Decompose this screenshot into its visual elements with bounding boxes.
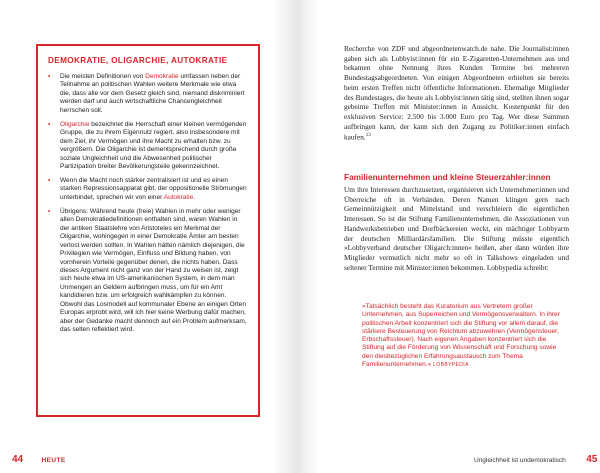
bullet-item: • Die meisten Definitionen von Demokratie umfassen neben der Teilnahme an politischen Wahlen weitere Merkmale wie etwa die, dass alle vor dem Gesetz gleich sind, niemand diskriminiert werden darf und auch wirtschaftliche Chancengleichheit herrschen soll. <box>48 73 245 114</box>
gutter-shadow <box>300 0 320 473</box>
term-highlight: Demokratie <box>145 73 179 80</box>
bullet-mark: • <box>48 73 51 80</box>
page-number-right: 45 <box>586 454 598 465</box>
paragraph: Um ihre Interessen durchzusetzen, organisieren sich Unternehmer:innen und Überreiche oft in Verbänden. Deren Namen klingen gern nach Gemeinnützigkeit und Mittelstand und verschleiern die eigentlichen Interessen. So ist die Stiftung Familienunternehmen, die Assoziationen von Handwerksbetrieben und Dorfbäckereien weckt, ein mächtiger Lobbyarm der deutschen Milliardärsfamilien. Die Stiftung müsste eigentlich »Lobbyverband deutscher Oligarch:innen« heißen, aber dann würden ihre Mitglieder vermutlich nicht mehr so oft in Talkshows eingeladen und seltener Termine mit Minister:innen bekommen. Lobbypedia schreibt: <box>344 185 569 272</box>
page-number-left: 44 HEUTE <box>12 454 66 465</box>
quote-source: LOBBYPEDIA <box>433 362 469 369</box>
bullet-item: • Oligarchie bezeichnet die Herrschaft einer kleinen vermögenden Gruppe, die zu ihrem Eigennutz regiert, also insbesondere mit dem Ziel, ihr Vermögen und ihre Macht zu erhalten bzw. zu vergrößern. Die Oligarchie ist dementsprechend durch große soziale Ungleichheit und die Abwesenheit politischer Partizipation breiter Bevölkerungsteile gekennzeichnet. <box>48 120 247 171</box>
footnote-ref: 13 <box>365 133 371 139</box>
bullet-mark: • <box>48 207 51 215</box>
running-head-left: HEUTE <box>41 457 66 464</box>
section-heading: Familienunternehmen und kleine Steuerzahler:innen <box>344 172 551 182</box>
running-head-right-wrap <box>474 449 597 467</box>
box-title: DEMOKRATIE, OLIGARCHIE, AUTOKRATIE <box>48 56 228 65</box>
bullet-item: • Wenn die Macht noch stärker zentralisiert ist und es einen starken Repressionsapparat gibt, der oppositionelle Strömungen unterbindet, sprechen wir von einer Autokratie. <box>48 176 247 201</box>
paragraph: Recherche von ZDF und abgeordnetenwatch.de nahe. Die Journalist:innen gaben sich als Lobbyist:innen für ein E-Zigaretten-Unternehmen aus und bekamen ohne Nennung ihres Kunden Termine bei mehreren Bundestagsabgeordneten. Von einigen Abgeordneten erhielten sie bereits beim ersten Treffen nicht öffentliche Informationen. Ehemalige Mitglieder des Bundestages, die heute als Lobbyist:innen tätig sind, stellten ihnen sogar gebeime Treffen mit Minister:innen in Aussicht. Kostenpunkt für den exklusiven Service: 2.500 bis 3.000 Euro pro Tag. Wer diese Summen aufbringen kann, der kann sich den Zugang zu Politiker:innen einfach kaufen.$^{13}$ <box>344 44 569 142</box>
term-highlight: Autokratie <box>163 193 194 201</box>
block-quote: »Tatsächlich besteht das Kuratorium aus Vertretern großer Unternehmen, aus Superreichen und Vermögensverwaltern. In ihrer politischen Arbeit konzentriert sich die Stiftung vor allem darauf, die stärkere Besteuerung von Reichtum abzuwehren (Vermögensteuer, Erbschaftssteuer). Nach eigenen Angaben konzentriert sich die Stiftung auf die Förderung von Wissenschaft und Forschung sowie den diesbezüglichen Erfahrungsaustausch zum Thema Familienunternehmen.« LOBBYPEDIA <box>362 303 560 369</box>
gutter-shadow <box>272 0 300 473</box>
bullet-item: • Übrigens: Während heute (freie) Wahlen in mehr oder weniger allen Demokratiedefinitionen enthalten sind, waren Wahlen in der antiken Staatslehre von Aristoteles ein Merkmal der Oligarchie, wohingegen in einer Demokratie Ämter am besten verlost werden sollten. In Wahlen hätten nämlich diejenigen, die Privilegien wie Vermögen, Einfluss und Bildung haben, von vornherein Vorteile gegenüber denen, die nichts haben. Dass dieses Argument nicht ganz von der Hand zu weisen ist, zeigt sich heute etwa im US-amerikanischen System, in dem man Unmengen an Geldern aufbringen muss, um für ein Amt kandidieren bzw. um erfolgreich wahlkämpfen zu können. Obwohl das Losmodell auf kommunaler Ebene an einigen Orten Europas erprobt wird, will ich hier keine Werbung dafür machen, aber der Gedanke macht dennoch auf ein Problem aufmerksam, das selten reflektiert wird. <box>48 207 247 334</box>
term-highlight: Oligarchie <box>60 120 90 128</box>
running-head-right: Ungleichheit ist undemokratisch <box>474 457 566 464</box>
bullet-mark: • <box>48 120 51 128</box>
bullet-mark: • <box>48 176 51 184</box>
info-box <box>36 44 260 417</box>
